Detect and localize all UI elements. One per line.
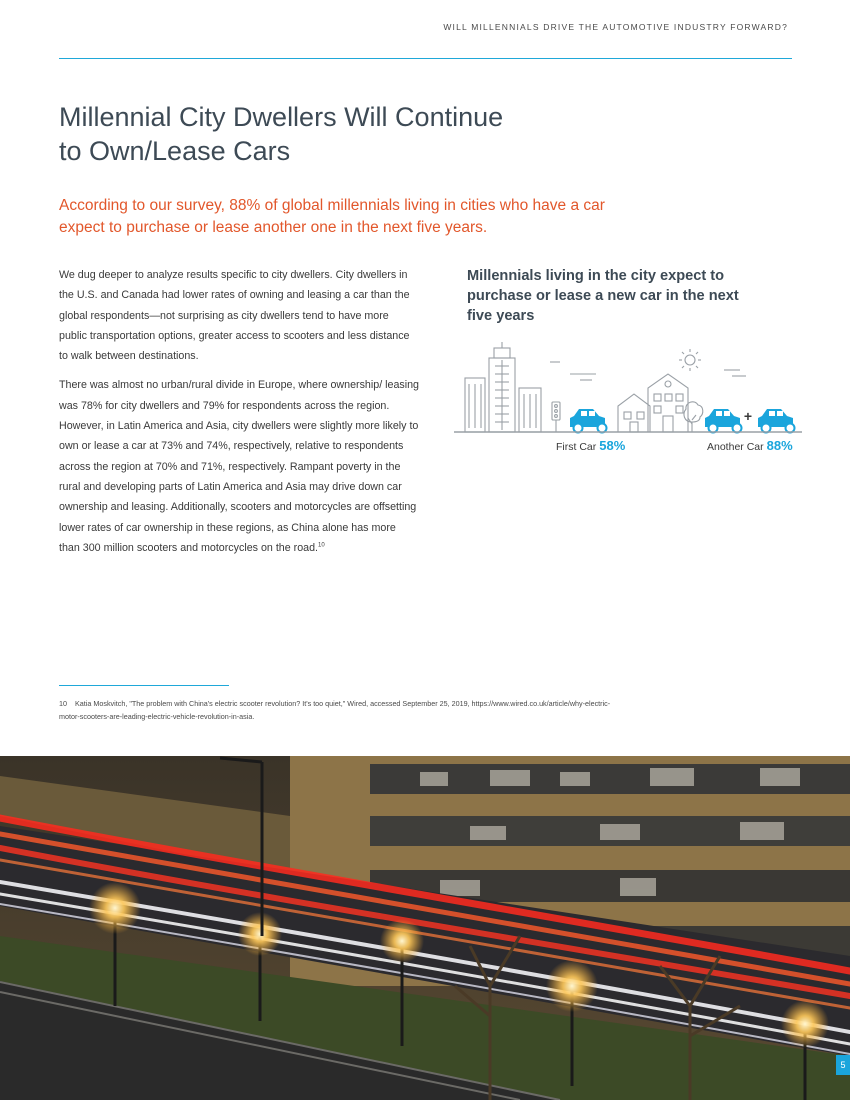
lead-paragraph: According to our survey, 88% of global millennials living in cities who have a car expect to purchase or lease another one in the next five years. xyxy=(59,197,605,236)
another-car-icon-2 xyxy=(758,409,795,433)
callout-title: Millennials living in the city expect to purchase or lease a new car in the next five years xyxy=(467,268,739,324)
apartment-building-icon xyxy=(519,388,541,432)
page-title-line-2: to Own/Lease Cars xyxy=(59,136,291,166)
tree-icon xyxy=(684,402,703,432)
first-car-label: First Car xyxy=(556,441,597,453)
house-icon xyxy=(618,394,650,432)
city-car-illustration xyxy=(452,340,804,440)
body-paragraph-2-text: There was almost no urban/rural divide in Europe, where ownership/ leasing was 78% for city dwellers and 79% for respondents across the region. However, in Latin America and Asia, city dwellers were slightly more likely to own or lease a car at 73% and 74%, respectively, relative to respondents across the region at 70% and 71%, respectively. Rampant poverty in the rural and developing parts of Latin America and Asia may drive down car ownership and leasing. Additionally, scooters and motorcycles are offsetting lower rates of car ownership in these regions, as China alone has more than 300 million scooters and motorcycles on the road. xyxy=(59,379,420,554)
footnote-ref[interactable]: 10 xyxy=(318,542,325,549)
plus-sign: + xyxy=(743,408,753,424)
first-car-value: 58% xyxy=(599,438,626,453)
office-building-icon xyxy=(465,378,485,432)
page-title xyxy=(59,100,619,168)
another-car-stat xyxy=(707,438,793,453)
city-traffic-photo xyxy=(0,756,850,1100)
large-house-icon xyxy=(648,374,688,432)
body-text xyxy=(59,265,419,567)
traffic-light-icon xyxy=(552,402,560,432)
footnote-rule xyxy=(59,685,229,686)
header-rule xyxy=(59,58,792,59)
footnote xyxy=(59,697,619,723)
page-title-line-1: Millennial City Dwellers Will Continue xyxy=(59,102,504,132)
body-paragraph-2 xyxy=(59,375,419,558)
footnote-text[interactable]: Katia Moskvitch, "The problem with China's electric scooter revolution? It's too quiet," Wired, accessed September 25, 2019, https://www.wired.co.uk/article/why-electric-motor-scooters-are-leading-electric-vehicle-revolution-in-asia. xyxy=(59,699,611,721)
first-car-icon xyxy=(570,409,607,433)
another-car-icon-1 xyxy=(705,409,742,433)
page-number: 5 xyxy=(836,1055,850,1075)
first-car-stat xyxy=(556,438,625,453)
sun-icon xyxy=(679,349,701,371)
footnote-number: 10 xyxy=(59,699,67,708)
skyscraper-icon xyxy=(489,342,515,432)
another-car-value: 88% xyxy=(766,438,793,453)
header-kicker: WILL MILLENNIALS DRIVE THE AUTOMOTIVE INDUSTRY FORWARD? xyxy=(443,22,788,32)
body-paragraph-1: We dug deeper to analyze results specific to city dwellers. City dwellers in the U.S. and Canada had lower rates of owning and leasing a car than the global respondents—not surprising as city dwellers tend to have more public transportation options, greater access to scooters and less distance to walk between destinations. xyxy=(59,269,410,363)
another-car-label: Another Car xyxy=(707,441,764,453)
